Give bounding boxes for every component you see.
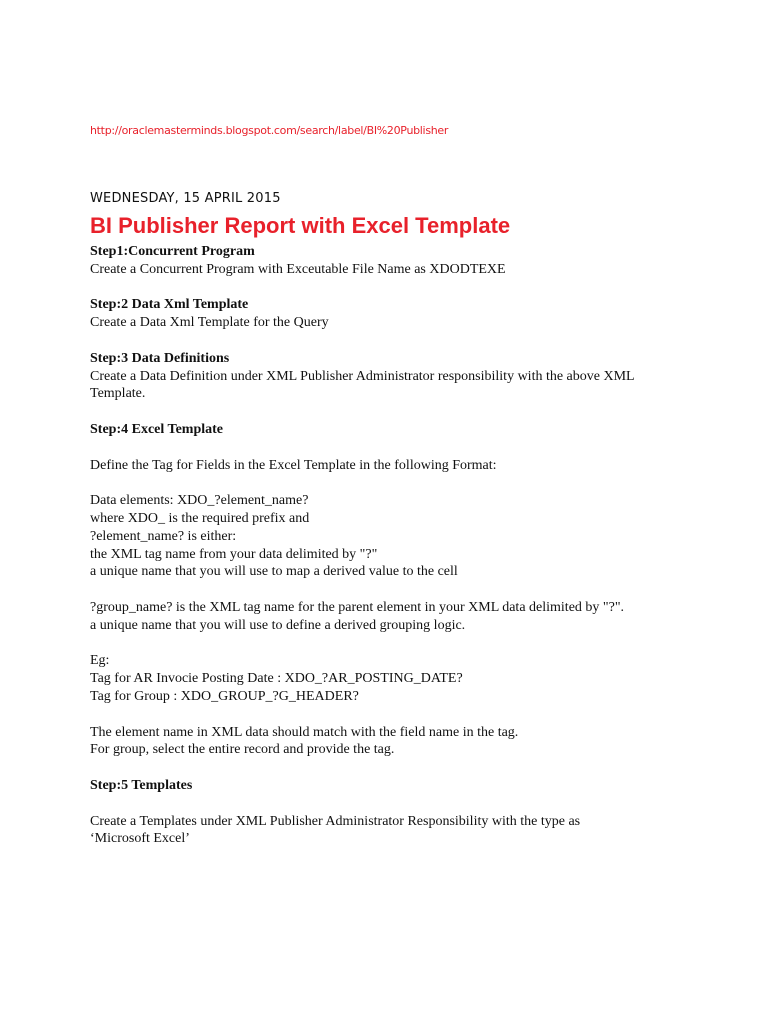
note-line: The element name in XML data should match with the field name in the tag.	[90, 724, 519, 740]
step2-text: Create a Data Xml Template for the Query	[90, 315, 329, 331]
step5-heading: Step:5 Templates	[90, 777, 193, 793]
note-line: For group, select the entire record and provide the tag.	[90, 742, 395, 758]
step4-line: the XML tag name from your data delimited by "?"	[90, 546, 378, 562]
step4-line: a unique name that you will use to map a derived value to the cell	[90, 564, 458, 580]
step3-heading: Step:3 Data Definitions	[90, 350, 230, 366]
post-title: BI Publisher Report with Excel Template	[90, 213, 511, 238]
example-line: Tag for AR Invocie Posting Date : XDO_?AR_POSTING_DATE?	[90, 671, 463, 687]
blog-link[interactable]: http://oraclemasterminds.blogspot.com/search/label/BI%20Publisher	[90, 124, 449, 137]
group-line: a unique name that you will use to define a derived grouping logic.	[90, 617, 466, 633]
step1-text: Create a Concurrent Program with Exceutable File Name as XDODTEXE	[90, 261, 506, 277]
step4-line: Data elements: XDO_?element_name?	[90, 493, 309, 509]
step1-heading: Step1:Concurrent Program	[90, 244, 255, 259]
step5-text-line: ‘Microsoft Excel’	[90, 831, 190, 847]
post-body	[90, 243, 690, 848]
step3-text-line: Template.	[90, 386, 146, 402]
step5-text-line: Create a Templates under XML Publisher Administrator Responsibility with the type as	[90, 813, 581, 829]
step2-heading: Step:2 Data Xml Template	[90, 297, 249, 313]
step4-line: ?element_name? is either:	[90, 528, 237, 544]
example-line: Tag for Group : XDO_GROUP_?G_HEADER?	[90, 688, 359, 704]
step3-text-line: Create a Data Definition under XML Publisher Administrator responsibility with the above XML	[90, 368, 635, 384]
step4-heading: Step:4 Excel Template	[90, 421, 223, 437]
group-line: ?group_name? is the XML tag name for the parent element in your XML data delimited by "?".	[90, 599, 625, 615]
example-line: Eg:	[90, 653, 110, 669]
post-date: WEDNESDAY, 15 APRIL 2015	[90, 191, 281, 206]
step4-line: where XDO_ is the required prefix and	[90, 510, 310, 526]
step4-intro: Define the Tag for Fields in the Excel Template in the following Format:	[90, 457, 497, 473]
